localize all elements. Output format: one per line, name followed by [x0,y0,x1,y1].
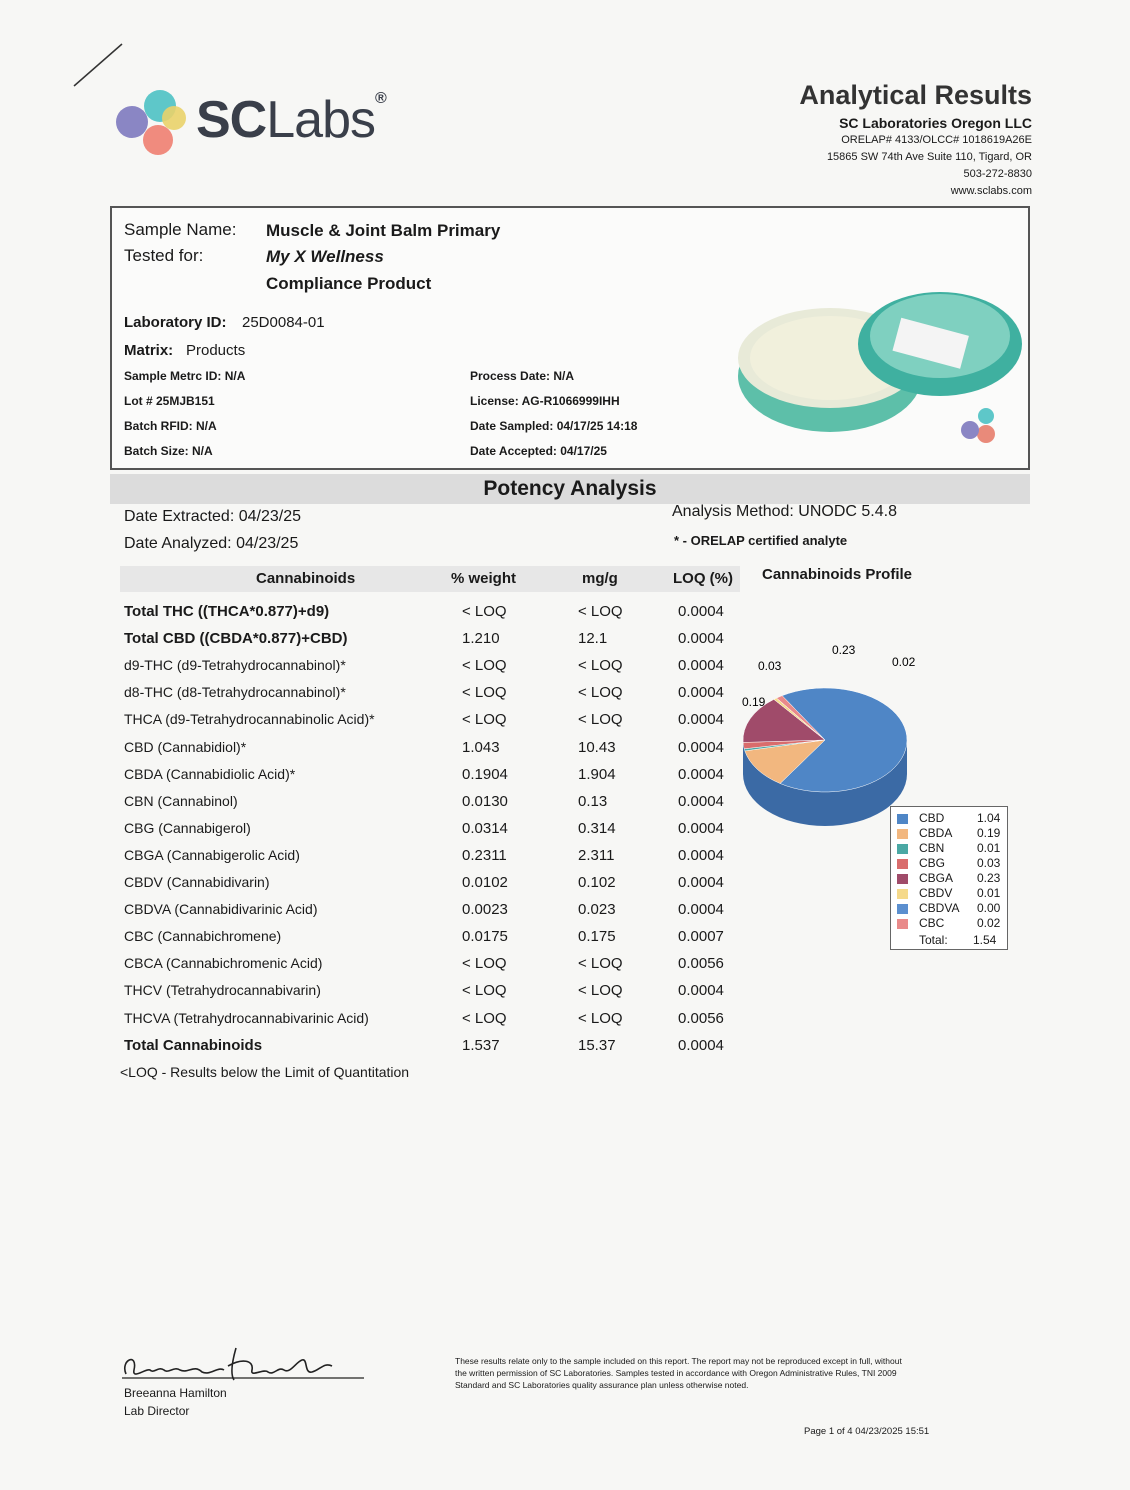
legend-swatch [897,919,908,929]
loq-value: 0.0004 [678,766,724,783]
loq-value: 0.0056 [678,955,724,972]
lab-address: 15865 SW 74th Ave Suite 110, Tigard, OR [826,151,1032,163]
sc-labs-logo [112,84,422,164]
pie-slice-label: 0.23 [832,643,856,657]
mg-g-value: 10.43 [578,739,616,756]
date-sampled: Date Sampled: 04/17/25 14:18 [470,419,638,433]
pct-weight-value: < LOQ [462,603,507,620]
pct-weight-value: < LOQ [462,684,507,701]
legend-total-label: Total: [919,933,948,947]
disclaimer-line-1: These results relate only to the sample included on this report. The report may not be reproduced except in full, without [455,1356,902,1366]
cannabinoid-name: Total THC ((THCA*0.877)+d9) [124,603,330,620]
mg-g-value: 0.102 [578,874,616,891]
legend-value: 0.23 [977,871,1001,885]
legend-name: CBC [919,916,945,930]
loq-value: 0.0004 [678,874,724,891]
orelap-note: * - ORELAP certified analyte [674,533,848,548]
matrix-label: Matrix: [124,342,174,359]
pct-weight-value: 0.2311 [462,847,507,864]
lab-id-value: 25D0084-01 [242,314,325,331]
batch-size: Batch Size: N/A [124,444,213,458]
cannabinoid-name: CBD (Cannabidiol)* [124,739,247,755]
cannabinoids-pie-chart [740,640,916,840]
mg-g-value: 1.904 [578,766,616,783]
legend-swatch [897,814,908,824]
legend-swatch [897,829,908,839]
pen-mark [70,40,130,90]
pct-weight-value: 0.1904 [462,766,508,783]
loq-value: 0.0004 [678,684,724,701]
lab-info [799,80,1032,199]
tested-for-value: My X Wellness [266,247,384,266]
mg-g-value: 0.023 [578,901,616,918]
cannabinoid-name: THCA (d9-Tetrahydrocannabinolic Acid)* [124,711,375,727]
legend-value: 0.03 [977,856,1001,870]
legend-swatch [897,844,908,854]
pct-weight-value: < LOQ [462,657,507,674]
cannabinoid-name: THCVA (Tetrahydrocannabivarinic Acid) [124,1010,369,1026]
pct-weight-value: < LOQ [462,1010,507,1027]
cannabinoid-name: CBG (Cannabigerol) [124,820,251,836]
disclaimer-line-3: Standard and SC Laboratories quality assurance plan unless otherwise noted. [455,1380,749,1390]
pct-weight-value: 1.210 [462,630,500,647]
mg-g-value: 0.175 [578,928,616,945]
mg-g-value: < LOQ [578,657,623,674]
pct-weight-value: 0.0023 [462,901,508,918]
metrc-id: Sample Metrc ID: N/A [124,369,246,383]
legend-value: 0.00 [977,901,1001,915]
pct-weight-value: 1.043 [462,739,500,756]
header-mg-g: mg/g [582,570,618,587]
cannabinoid-name: CBC (Cannabichromene) [124,928,282,944]
page-info: Page 1 of 4 04/23/2025 15:51 [804,1426,930,1437]
legend-swatch [897,904,908,914]
mg-g-value: 12.1 [578,630,608,647]
pie-slice-label: 0.02 [892,655,916,669]
mg-g-value: 2.311 [578,847,615,864]
legend-value: 0.01 [977,886,1001,900]
loq-value: 0.0004 [678,820,724,837]
lot-number: Lot # 25MJB151 [124,394,215,408]
legend-value: 0.01 [977,841,1001,855]
mg-g-value: < LOQ [578,955,623,972]
loq-value: 0.0004 [678,711,724,728]
cannabinoid-name: CBN (Cannabinol) [124,793,238,809]
mg-g-value: < LOQ [578,982,623,999]
pct-weight-value: 1.537 [462,1037,500,1054]
pie-legend [890,806,1008,950]
logo-labs: Labs [266,91,376,149]
legend-swatch [897,874,908,884]
cannabinoid-name: d8-THC (d8-Tetrahydrocannabinol)* [124,684,346,700]
analysis-method: Analysis Method: UNODC 5.4.8 [672,503,897,520]
loq-value: 0.0004 [678,603,724,620]
lab-id-label: Laboratory ID: [124,314,227,331]
legend-value: 1.04 [977,811,1001,825]
legend-name: CBDA [919,826,953,840]
process-date: Process Date: N/A [470,369,575,383]
pct-weight-value: < LOQ [462,955,507,972]
mg-g-value: 15.37 [578,1037,616,1054]
loq-value: 0.0004 [678,657,724,674]
table-header-band [120,566,740,592]
matrix-value: Products [186,342,246,359]
mg-g-value: < LOQ [578,684,623,701]
lab-website[interactable]: www.sclabs.com [950,185,1032,197]
product-type: Compliance Product [266,274,432,293]
legend-swatch [897,889,908,899]
pct-weight-value: 0.0175 [462,928,508,945]
license: License: AG-R1066999IHH [470,394,620,408]
disclaimer-line-2: the written permission of SC Laboratories. Samples tested in accordance with Oregon Administrative Rules, TNI 2009 [455,1368,897,1378]
legend-name: CBG [919,856,946,870]
pct-weight-value: 0.0130 [462,793,508,810]
cannabinoid-name: CBDVA (Cannabidivarinic Acid) [124,901,318,917]
header-profile: Cannabinoids Profile [762,566,913,583]
header-pct-weight: % weight [451,570,517,587]
legend-value: 0.19 [977,826,1001,840]
cannabinoid-name: d9-THC (d9-Tetrahydrocannabinol)* [124,657,346,673]
company-name: SC Laboratories Oregon LLC [839,115,1032,131]
pct-weight-value: < LOQ [462,711,507,728]
cannabinoid-name: THCV (Tetrahydrocannabivarin) [124,982,321,998]
legend-name: CBDV [919,886,953,900]
batch-rfid: Batch RFID: N/A [124,419,217,433]
date-accepted: Date Accepted: 04/17/25 [470,444,607,458]
disclaimer [455,1355,902,1391]
mg-g-value: 0.314 [578,820,616,837]
product-photo [720,284,1026,454]
loq-value: 0.0004 [678,901,724,918]
legend-name: CBGA [919,871,954,885]
cannabinoid-name: CBDV (Cannabidivarin) [124,874,270,890]
date-analyzed: Date Analyzed: 04/23/25 [124,535,299,552]
date-extracted: Date Extracted: 04/23/25 [124,508,301,525]
potency-title: Potency Analysis [483,477,657,500]
sample-name-label: Sample Name: [124,220,237,239]
legend-name: CBN [919,841,945,855]
pie-slice-label: 0.03 [758,659,782,673]
legend-total-value: 1.54 [973,933,997,947]
report-title: Analytical Results [799,80,1032,110]
signer-title: Lab Director [124,1404,190,1418]
loq-value: 0.0004 [678,793,724,810]
loq-value: 0.0004 [678,982,724,999]
mg-g-value: < LOQ [578,711,623,728]
legend-swatch [897,859,908,869]
tested-for-label: Tested for: [124,246,204,265]
pie-slice-label: 0.19 [742,695,766,709]
header-loq: LOQ (%) [673,570,733,587]
signature-image [118,1340,368,1388]
pct-weight-value: 0.0102 [462,874,508,891]
cannabinoid-name: Total Cannabinoids [124,1037,263,1054]
legend-value: 0.02 [977,916,1001,930]
logo-sc: SC [196,91,267,149]
header-cannabinoids: Cannabinoids [256,570,356,587]
mg-g-value: 0.13 [578,793,608,810]
legend-name: CBDVA [919,901,960,915]
sample-name-value: Muscle & Joint Balm Primary [266,221,501,240]
loq-value: 0.0056 [678,1010,724,1027]
mg-g-value: < LOQ [578,603,623,620]
mg-g-value: < LOQ [578,1010,623,1027]
cannabinoid-name: CBCA (Cannabichromenic Acid) [124,955,323,971]
lab-phone: 503-272-8830 [963,168,1032,180]
logo-dots-icon [112,84,192,164]
signer-name: Breeanna Hamilton [124,1386,227,1400]
pct-weight-value: < LOQ [462,982,507,999]
cannabinoid-name: Total CBD ((CBDA*0.877)+CBD) [124,630,348,647]
loq-value: 0.0004 [678,739,724,756]
cannabinoid-name: CBDA (Cannabidiolic Acid)* [124,766,296,782]
pct-weight-value: 0.0314 [462,820,508,837]
loq-value: 0.0004 [678,630,724,647]
loq-note: <LOQ - Results below the Limit of Quantitation [120,1064,410,1080]
logo-reg: ® [375,90,386,107]
cannabinoid-name: CBGA (Cannabigerolic Acid) [124,847,300,863]
legend-name: CBD [919,811,945,825]
orelap-number: ORELAP# 4133/OLCC# 1018619A26E [841,134,1032,146]
loq-value: 0.0004 [678,1037,724,1054]
loq-value: 0.0004 [678,847,724,864]
loq-value: 0.0007 [678,928,724,945]
